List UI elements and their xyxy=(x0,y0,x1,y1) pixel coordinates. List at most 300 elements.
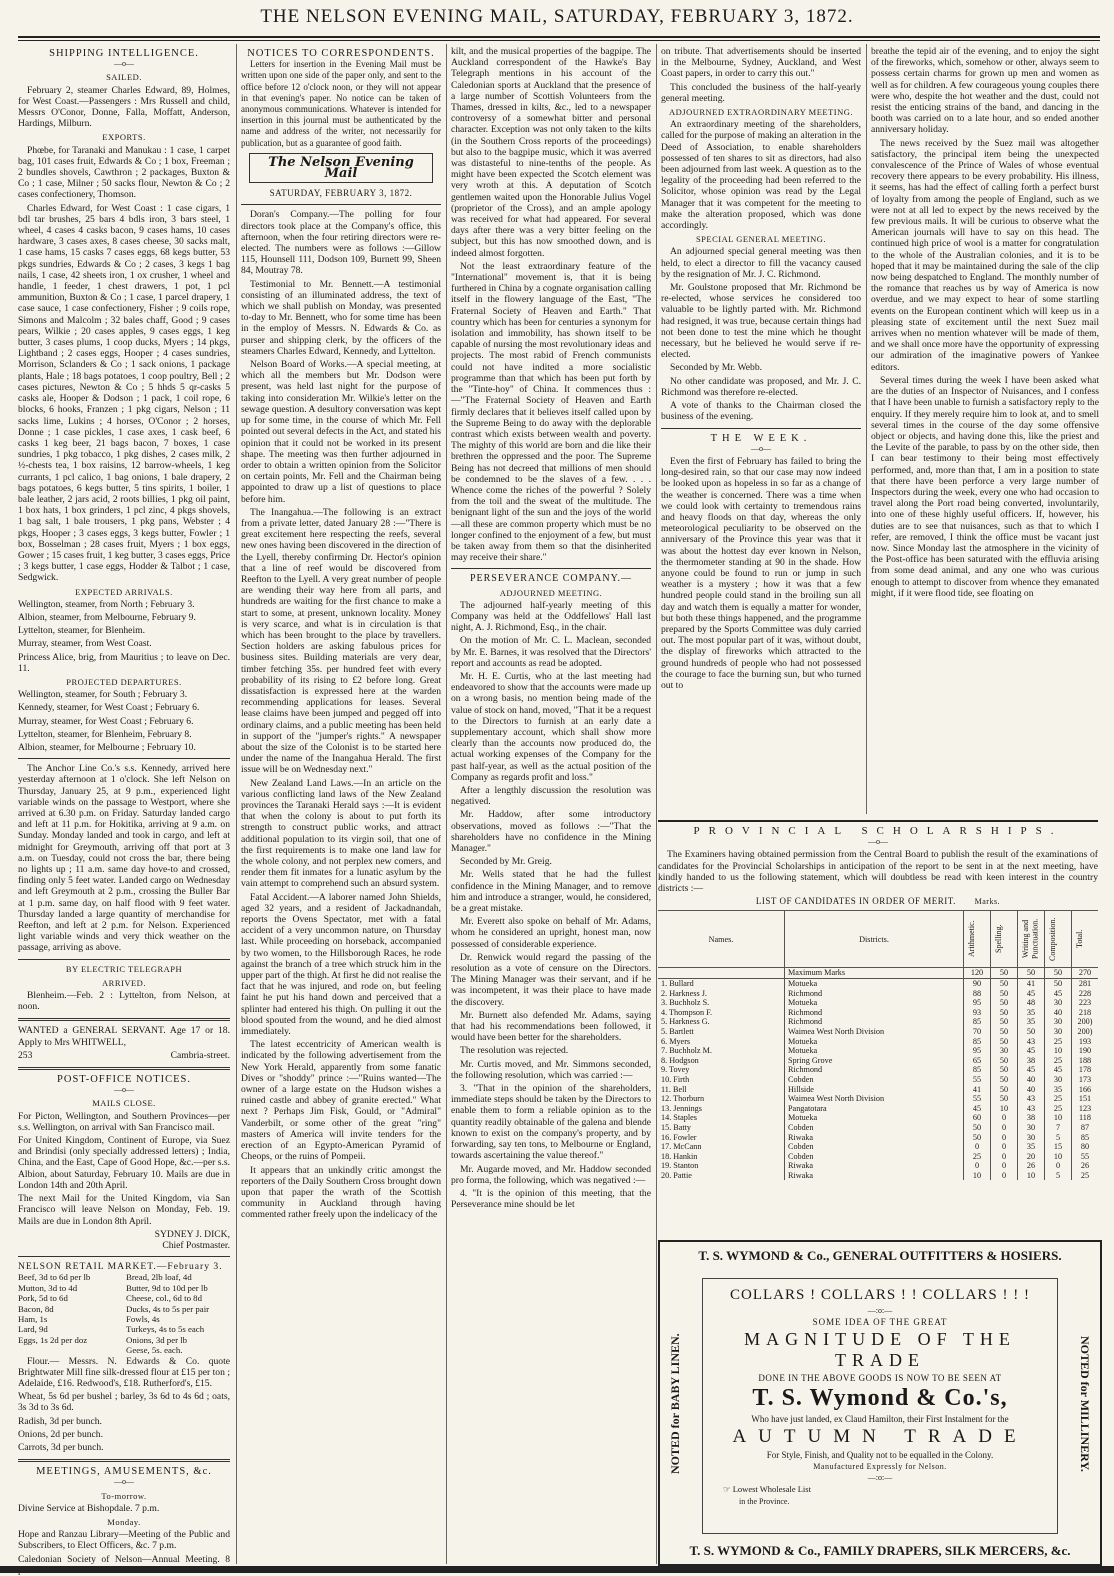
rule xyxy=(451,568,651,569)
total-mark: 178 xyxy=(1078,1065,1092,1075)
writing-mark: 45 xyxy=(1018,1046,1045,1056)
expected-item: Murray, steamer, from West Coast. xyxy=(18,638,152,650)
article: Nelson Board of Works.—A special meeting, at which all the members but Mr. Dodson were present, was held last night for the purpose of taking into consideration Mr. Wilkie's letter on the sewage question. A desultory conversation was kept up for some time, in the course of which Mr. Fell pointed out several defects in the Act, and stated his opinion that it could not be worked in its present shape. The meeting was then further adjourned in order to obtain a written opinion from the Solicitor on certain points, Mr. Fell and the Chairman being appointed to draw up a list of questions to place before him. xyxy=(241,359,441,505)
table-row xyxy=(658,1056,1098,1066)
market-item: Onions, 3d per lb xyxy=(126,1334,188,1345)
wanted-ad-footer xyxy=(18,1050,230,1061)
expected-heading: EXPECTED ARRIVALS. xyxy=(75,586,173,597)
total-mark: 228 xyxy=(1078,988,1092,998)
writing-mark: 43 xyxy=(1018,1094,1045,1104)
anchor-line-text: The Anchor Line Co.'s s.s. Kennedy, arrived here yesterday afternoon at 1 o'clock. She left Nelson on Thursday, January 25, at 9 p.m., experienced light variable winds on the passage to Westport, where she arrived at 6.30 p.m. on Friday. Saturday landed cargo and left at 11 p.m. for Hokitika, arriving at 9 a.m. on Sunday. Monday landed and took in cargo, and left at midnight for Greymouth, arriving off that port at 3 a.m. on Tuesday, could not cross the bar, there being no lights up ; 11 a.m. same day hove-to and crossed, finding only 5 feet water. Landed cargo on Wednesday and left Greymouth at 2 p.m., crossing the Buller Bar at 1 p.m. same day, on half flood with 9 feet water. Thursday landed a large quantity of merchandise for Reefton, and left at 2 p.m. for Nelson. Experienced light variable winds and very thick weather on the passage, arriving as above. xyxy=(18,763,230,954)
mails-heading: MAILS CLOSE. xyxy=(92,1098,156,1109)
spelling-mark: 50 xyxy=(991,1056,1018,1066)
ad-bottom-line: T. S. WYMOND & Co., FAMILY DRAPERS, SILK MERCERS, &c. xyxy=(689,1543,1071,1558)
exports-heading: EXPORTS. xyxy=(102,132,146,143)
rule xyxy=(241,204,441,205)
ad-some-idea: SOME IDEA OF THE GREAT xyxy=(812,1317,948,1327)
article: No other candidate was proposed, and Mr. J. C. Richmond was therefore re-elected. xyxy=(661,375,861,398)
market-grain: Wheat, 5s 6d per bushel ; barley, 3s 6d to 4s 6d ; oats, 3s 3d to 3s 6d. xyxy=(18,1391,230,1414)
max-blank xyxy=(658,968,785,979)
rule xyxy=(18,758,230,759)
composition-mark: 0 xyxy=(1045,1161,1072,1171)
post-office-heading: POST-OFFICE NOTICES. xyxy=(57,1074,191,1086)
arithmetic-mark: 55 xyxy=(964,1094,991,1104)
spelling-mark: 0 xyxy=(991,1123,1018,1133)
arithmetic-mark: 85 xyxy=(964,1017,991,1027)
arithmetic-mark: 60 xyxy=(964,1113,991,1123)
table-row xyxy=(658,1152,1098,1162)
arithmetic-mark: 90 xyxy=(964,979,991,989)
max-label: Maximum Marks xyxy=(785,968,964,979)
arithmetic-mark: 45 xyxy=(964,1104,991,1114)
total-mark: 87 xyxy=(1080,1122,1090,1132)
candidate-district: Pangatotara xyxy=(785,1104,964,1114)
mail-item: For Picton, Wellington, and Southern Provinces—per s.s. Wellington, on arrival with San Francisco mail. xyxy=(18,1110,230,1133)
spelling-mark: 50 xyxy=(991,1065,1018,1075)
composition-mark: 45 xyxy=(1045,989,1072,999)
spelling-mark: 10 xyxy=(991,1104,1018,1114)
ad-autumn: AUTUMN TRADE xyxy=(732,1426,1028,1447)
article: Even the first of February has failed to bring the long-desired rain, so that our case may now indeed be looked upon as hopeless in so far as a change of the weather is concerned. There was a time when we could look with certainty to tremendous rains and heavy floods on that day, whereas the only meteorological peculiarity to be observed on the anniversary of the Province this year was that it was about the hottest day ever known in Nelson, the thermometer standing at 90 in the shade. How anyone could be found to run or jump in such weather is a mystery ; how it was that a few hundred people could stand in the broiling sun all day and watch them is equally a matter for wonder, but both these things happened, and the programme prepared by the Sports Committee was duly carried out. The most popular part of it was, without doubt, the display of fireworks which attracted to the ground hundreds of people who had not possessed the courage to face the burning sun, but who turned out to xyxy=(661,455,861,691)
rule xyxy=(18,1459,230,1462)
total-mark: 55 xyxy=(1080,1151,1090,1161)
perseverance-subheading: ADJOURNED MEETING. xyxy=(499,587,603,598)
candidate-name: 12. Thorburn xyxy=(658,1094,785,1104)
meetings-heading: MEETINGS, AMUSEMENTS, &c. xyxy=(36,1466,212,1478)
divider: —o— xyxy=(868,837,888,847)
market-flour: Flour.— Messrs. N. Edwards & Co. quote Brightwater Mill fine silk-dressed flour at £15 per ton ; Adelaide, £16. Redwood's, £18. Rutherford's, £15. xyxy=(18,1355,230,1389)
column-3 xyxy=(451,46,651,1564)
table-row xyxy=(658,1085,1098,1095)
total-mark: 166 xyxy=(1078,1084,1092,1094)
ad-manufactured: Manufactured Expressly for Nelson. xyxy=(813,1462,947,1471)
composition-mark: 35 xyxy=(1045,1085,1072,1095)
table-header-row xyxy=(658,911,1098,968)
sailed-heading: SAILED. xyxy=(106,72,142,83)
composition-mark: 5 xyxy=(1045,1133,1072,1143)
arithmetic-mark: 50 xyxy=(964,1133,991,1143)
writing-mark: 20 xyxy=(1018,1152,1045,1162)
market-list-right xyxy=(126,1272,230,1355)
article: On the motion of Mr. C. L. Maclean, seconded by Mr. E. Barnes, it was resolved that the Directors' report and accounts as read be adopted. xyxy=(451,635,651,669)
expected-item: Princess Alice, brig, from Mauritius ; to leave on Dec. 11. xyxy=(18,651,230,674)
arithmetic-mark: 55 xyxy=(964,1075,991,1085)
ad-top-line: T. S. WYMOND & Co., GENERAL OUTFITTERS & HOSIERS. xyxy=(698,1248,1062,1263)
candidate-district: Cobden xyxy=(785,1152,964,1162)
candidate-name: 8. Hodgson xyxy=(658,1056,785,1066)
list-heading xyxy=(658,896,1098,907)
writing-mark: 38 xyxy=(1018,1113,1045,1123)
spelling-mark: 0 xyxy=(991,1152,1018,1162)
column-1 xyxy=(18,46,230,1564)
candidate-name: 5. Bartlett xyxy=(658,1027,785,1037)
article: Doran's Company.—The polling for four directors took place at the Company's office, this afternoon, when the four retiring directors were re-elected. The numbers were as follows :—Gillow 115, Hounsell 111, Dodson 109, Burnett 99, Sheen 84, Moutray 78. xyxy=(241,209,441,277)
arithmetic-mark: 70 xyxy=(964,1027,991,1037)
column-5 xyxy=(871,46,1099,810)
spelling-mark: 0 xyxy=(991,1113,1018,1123)
writing-mark: 35 xyxy=(1018,1142,1045,1152)
max-value: 50 xyxy=(1045,968,1072,979)
article: An extraordinary meeting of the shareholders, called for the purpose of making an alteration in the Deed of Association, to enable shareholders possessed of ten shares to sit as directors, had also been adjourned from last week. A question as to the legality of the proceeding had been referred to the Solicitor, whose opinion was read by the Legal Manager that it was competent for the meeting to make the alteration proposed, which was done accordingly. xyxy=(661,119,861,232)
arithmetic-mark: 65 xyxy=(964,1056,991,1066)
spelling-mark: 30 xyxy=(991,1046,1018,1056)
market-heading: NELSON RETAIL MARKET.—February 3. xyxy=(18,1261,223,1273)
article: It appears that an unkindly critic amongst the reporters of the Daily Southern Cross brought down upon that paper the wrath of the Scottish community in Auckland through having commented rather freely upon the indelicacy of the xyxy=(241,1164,441,1221)
candidate-name: 14. Staples xyxy=(658,1113,785,1123)
tomorrow-heading: To-morrow. xyxy=(101,1490,147,1501)
candidate-name: 11. Bell xyxy=(658,1085,785,1095)
max-value: 120 xyxy=(964,968,991,979)
arithmetic-mark: 10 xyxy=(964,1171,991,1181)
composition-mark: 10 xyxy=(1045,1046,1072,1056)
spelling-mark: 50 xyxy=(991,1037,1018,1047)
article: kilt, and the musical properties of the bagpipe. The Auckland correspondent of the Hawke's Bay Telegraph mentions in his account of the Caledonian sports at Auckland that the presence of a large number of Scottish Volunteers from the Thames, dressed in kilts, &c., led to a newspaper controversy of a somewhat bitter and personal character. Exception was not only taken to the kilts (in the Southern Cross reports of the proceedings) but also to the bagpipe music, which it was averred was distasteful to nine-tenths of the people. As might have been expected the Scotch element was very wroth at this. A deputation of Scotch gentlemen waited upon the Honorable Julius Vogel (proprietor of the Cross), and an ample apology was received for what had appeared. For several days after there was a very bitter feeling on the subject, but this has now smoothed down, and is indeed almost forgotten. xyxy=(451,46,651,259)
article: New Zealand Land Laws.—In an article on the various conflicting land laws of the New Zealand provinces the Taranaki Herald says :—It is evident that when the colony is about to put forth its strength to construct public works, and attract additional population to its virgin soil, that one of the first requirements is to make one land law for the whole colony, and not perplex new comers, and render them fit inmates for a lunatic asylum by the vain attempt to comprehend such an absurd system. xyxy=(241,777,441,890)
scholarship-table xyxy=(658,910,1098,1180)
composition-header: Composition. xyxy=(1045,911,1072,968)
candidate-district: Richmond xyxy=(785,1008,964,1018)
article: The adjourned half-yearly meeting of this Company was held at the Oddfellows' Hall last night, A. J. Richmond, Esq., in the chair. xyxy=(451,599,651,634)
market-radish: Radish, 3d per bunch. xyxy=(18,1415,102,1427)
table-row xyxy=(658,1027,1098,1037)
writing-mark: 48 xyxy=(1018,998,1045,1008)
max-value: 270 xyxy=(1078,968,1092,978)
candidate-name: 15. Batty xyxy=(658,1123,785,1133)
expected-item: Lyttelton, steamer, for Blenheim. xyxy=(18,625,145,637)
column-rule xyxy=(866,44,867,814)
ad-province: in the Province. xyxy=(739,1497,790,1506)
projected-item: Wellington, steamer, for South ; February 3. xyxy=(18,689,188,701)
bottom-border xyxy=(0,1566,1114,1573)
writing-mark: 45 xyxy=(1018,989,1045,999)
article: Mr. Curtis moved, and Mr. Simmons seconded, the following resolution, which was carried :— xyxy=(451,1058,651,1081)
composition-mark: 5 xyxy=(1045,1171,1072,1181)
market-item: Ducks, 4s to 5s per pair xyxy=(126,1303,210,1314)
spelling-mark: 50 xyxy=(991,1017,1018,1027)
exports-text: Charles Edward, for West Coast : 1 case cigars, 1 bdl tar brushes, 25 bars 4 bdls iron, 3 bars steel, 1 wheel, 4 cases 4 casks bacon, 9 cases hams, 10 cases hardware, 3 cases axes, 8 cases cheese, 30 sacks malt, 1 case hams, 15 casks 7 cases eggs, 68 kegs butter, 53 pkgs sundries, Edwards & Co ; 2 cases, 3 kegs 1 bag nails, 1 case, 42 sheets iron, 1 ox crusher, 1 wheel and handle, 1 feeder, 1 chest drawers, 1 pot, 1 pcl ammunition, Buxton & Co ; 1 case, 1 parcel drapery, 1 case sauce, 1 case confectionery, Fisher ; 9 coils rope, Simons and Malcolm ; 32 bales chaff, Good ; 9 cases pears, Wilkie ; 20 cases apples, 9 cases eggs, 1 keg butter, 3 cases plums, 1 coop ducks, Myers ; 14 pkgs, Lightband ; 2 cases eggs, Hooper ; 4 cases sundries, Morrison, Sclanders & Co ; 1 sack onions, 1 package plants, Hale ; 18 bags potatoes, 1 coop poultry, Bell ; 2 cases pictures, Newton & Co ; 5 hhds 5 qr-casks 5 casks ale, Hooper & Dodson ; 1 pack, 1 coil rope, 6 blocks, 6 hooks, Franzen ; 1 pkg cigars, Nelson ; 11 sacks lime, Lukins ; 4 horses, O'Conor ; 2 horses, Donne ; 1 case pickles, 1 case axes, 1 cask beef, 6 casks 1 keg beer, 21 bags bacon, 7 boxes, 1 case sundries, 1 pkg tobacco, 1 pkg dishes, 2 cases milk, 2 ½-chests tea, 1 box raisins, 12 barrow-wheels, 1 keg currants, 1 pcl calico, 1 bag onions, 1 bale drapery, 2 bags potatoes, 6 kegs butter, 5 tins spirits, 1 boiler, 1 bale leather, 2 jars acid, 2 roots billies, 1 pkg oil paint, 1 box hats, 1 box grinders, 1 pcl zinc, 4 pkgs shovels, 1 bag salt, 1 bale trousers, 1 pkg pans, Webster ; 4 pkgs, Hooper ; 3 cases eggs, 3 kegs butter, Fowler ; 1 box, Bosselman ; 28 cases fruit, Myers ; 1 box eggs, Gower ; 15 cases fruit, 1 keg butter, 3 cases eggs, Price ; 3 kegs butter, 1 case eggs, Hodder & Talbot ; 1 case, Sedgwick. xyxy=(18,202,230,584)
article: An adjourned special general meeting was then held, to elect a director to fill the vacancy caused by the resignation of Mr. J. C. Richmond. xyxy=(661,246,861,280)
arithmetic-mark: 25 xyxy=(964,1152,991,1162)
ad-landed: Who have just landed, ex Claud Hamilton, their First Instalment for the xyxy=(751,1414,1009,1424)
arithmetic-mark: 50 xyxy=(964,1123,991,1133)
ad-style: For Style, Finish, and Quality not to be equalled in the Colony. xyxy=(766,1450,994,1460)
table-row xyxy=(658,1037,1098,1047)
scholarships-title: PROVINCIAL SCHOLARSHIPS. xyxy=(693,825,1063,837)
candidate-district: Richmond xyxy=(785,989,964,999)
candidate-name: 1. Bullard xyxy=(658,979,785,989)
meeting-item: Hope and Ranzau Library—Meeting of the Public and Subscribers, to Elect Officers, &c. 7 p.m. xyxy=(18,1529,230,1552)
ad-divider: —:o:— xyxy=(867,1306,893,1315)
postmaster-title: Chief Postmaster. xyxy=(162,1239,230,1251)
market-item: Butter, 9d to 10d per lb xyxy=(126,1282,208,1293)
ad-inner-box xyxy=(702,1278,1058,1534)
candidate-district: Motueka xyxy=(785,998,964,1008)
names-header: Names. xyxy=(658,911,785,968)
table-row xyxy=(658,1142,1098,1152)
candidate-name: 10. Firth xyxy=(658,1075,785,1085)
table-row xyxy=(658,1065,1098,1075)
total-mark: 188 xyxy=(1078,1055,1092,1065)
market-item: Cheese, col., 6d to 8d xyxy=(126,1293,202,1304)
sailed-text: February 2, steamer Charles Edward, 89, Holmes, for West Coast.—Passengers : Mrs Russell and child, Messrs O'Conor, Donne, Falla, Moffatt, Anderson, Hardings, Milburn. xyxy=(18,84,230,130)
writing-header: Writing and Punctuation. xyxy=(1018,911,1045,968)
market-item: Bacon, 8d xyxy=(18,1303,54,1314)
candidate-district: Cobden xyxy=(785,1142,964,1152)
mail-item: The next Mail for the United Kingdom, via San Francisco will leave Nelson on Monday, Feb. 19. Mails are due in London 8th April. xyxy=(18,1193,230,1227)
article: The Inangahua.—The following is an extract from a private letter, dated January 28 :—"There is great excitement here respecting the reefs, several new ones having been discovered in the direction of the Lyell, thereby confirming Dr. Hector's opinion that a line of reef would be discovered from Reefton to the Lyell. A very great number of people are wending their way here from all parts, and hundreds are waiting for the first chance to make a start to some, at present, unknown locality. Money is very scarce, and what is in circulation is that which has been brought to the place by travellers. Section holders are asking fabulous prices for business sites. Building materials are very dear, timber fetching 35s. per hundred feet with every probability of its rising to £2 before long. Great dissatisfaction is expressed here at the warden recommending applications for leases. Several lease claims have been jumped and pegged off into ordinary claims, and a public meeting has been held in support of the "jumper's rights." A newspaper about the size of the Colonist is to be started here under the name of the Inangahua Herald. The first issue will be on Wednesday next." xyxy=(241,506,441,776)
ad-magnitude: MAGNITUDE OF THE TRADE xyxy=(744,1329,1016,1370)
candidate-district: Riwaka xyxy=(785,1133,964,1143)
projected-item: Lyttelton, steamer, for Blenheim, February 8. xyxy=(18,728,192,740)
spelling-mark: 50 xyxy=(991,1075,1018,1085)
article: Mr. Augarde moved, and Mr. Haddow seconded pro forma, the following, which was negatived :— xyxy=(451,1163,651,1186)
table-row xyxy=(658,1046,1098,1056)
composition-mark: 45 xyxy=(1045,1065,1072,1075)
total-mark: 118 xyxy=(1079,1113,1091,1123)
rule xyxy=(18,959,230,960)
article: Mr. Everett also spoke on behalf of Mr. Adams, whom he considered an upright, honest man, now possessed of considerable experience. xyxy=(451,916,651,950)
composition-mark: 25 xyxy=(1045,1037,1072,1047)
ad-side-right: NOTED for MILLINERY. xyxy=(1078,1336,1092,1472)
candidate-district: Riwaka xyxy=(785,1161,964,1171)
article: Several times during the week I have been asked what are the duties of an Inspector of Nuisances, and I confess that I have been unable to furnish a satisfactory reply to the enquiry. If they merely require him to look at, and to smell several times in the course of the day some offensive object or objects, and having done this, like the priest and the Levite of the parable, to pass by on the other side, then I can bear testimony to their being most effectively performed, and, more than that, I am in a position to state that there have been perforce a very large number of Inspectors during the week, every one who had occasion to travel along the Port road being converted, involuntarily, into one of these highly useful officers. If, however, his duties are to see that nuisances, such as that to which I refer, are removed, I think the office must be vacant just now. Since Monday last the atmosphere in the vicinity of the Post-office has been saturated with the effluvia arising from some dead animal, and any one who was curious enough to attempt to discover from whence they emanated might, if it were flood tide, see floating on xyxy=(871,374,1099,599)
divider: —o— xyxy=(751,443,771,453)
total-mark: 25 xyxy=(1080,1170,1090,1180)
arithmetic-mark: 0 xyxy=(964,1161,991,1171)
writing-mark: 40 xyxy=(1018,1075,1045,1085)
table-row xyxy=(658,1094,1098,1104)
table-row xyxy=(658,998,1098,1008)
candidate-name: 17. McCann xyxy=(658,1142,785,1152)
arithmetic-mark: 88 xyxy=(964,989,991,999)
spelling-mark: 50 xyxy=(991,1085,1018,1095)
rule xyxy=(18,1256,230,1257)
writing-mark: 38 xyxy=(1018,1056,1045,1066)
market-onions: Onions, 2d per bunch. xyxy=(18,1428,103,1440)
postmaster-name: SYDNEY J. DICK, xyxy=(154,1228,230,1240)
article: The news received by the Suez mail was altogether satisfactory, the principal item being the unexpected convalescence of the Prince of Wales of whose eventual recovery there appears to be every probability. His illness, it seems, has had the effect of calling forth a perfect burst of loyalty from among the people of England, such as we were not at all led to expect by the news received by the few previous mails. It will be curious to observe what the American journals will have to say on this head. The continued high price of wool is a matter for congratulation to the whole of the Australian colonies, and it is to be hoped that it may be maintained during the sale of the clip now being despatched to England. The monthly number of the romance that reaches us by way of America is now overdue, and we may expect to hear of some startling events on the European continent which will keep us in a pleasing state of excitement until the next Suez mail arrives when no mention whatever will be made of them, and we shall once more have the opportunity of expressing our admiration of the imaginative powers of Yankee editors. xyxy=(871,137,1099,373)
spelling-mark: 50 xyxy=(991,979,1018,989)
article: Mr. H. E. Curtis, who at the last meeting had endeavored to show that the accounts were made up on a wrong basis, no mention being made of the value of stock on hand, moved, "That it be a request to the Directors to furnish at an early date a supplementary account, which shall show more clearly than the accounts now produced do, the actual working expenses of the Company for the past half-year, as well as the actual position of the Company as regards profit and loss." xyxy=(451,670,651,783)
arrived-heading: ARRIVED. xyxy=(102,977,146,988)
writing-mark: 30 xyxy=(1018,1123,1045,1133)
market-list-left xyxy=(18,1272,122,1355)
wanted-address: Cambria-street. xyxy=(170,1049,230,1061)
week-heading: THE WEEK. xyxy=(710,432,812,444)
divider: —o— xyxy=(114,1477,134,1487)
article: Mr. Goulstone proposed that Mr. Richmond be re-elected, whose services he considered too valuable to be lightly parted with. Mr. Richmond had resigned, it was true, because certain things had not been done to test the mine which he thought necessary, but he believed he would serve if re-elected. xyxy=(661,282,861,361)
candidate-district: Hillside xyxy=(785,1085,964,1095)
wanted-ad: WANTED a GENERAL SERVANT. Age 17 or 18. Apply to Mrs WHITWELL, xyxy=(18,1025,230,1048)
special-heading: SPECIAL GENERAL MEETING. xyxy=(695,234,827,245)
article: The latest eccentricity of American wealth is indicated by the following advertisement from the New York Herald, apparently from some fanatic Dives or "shoddy" prince :—"Ruins wanted—The owner of a large estate on the Hudson wishes a ruined castle and abbey of granite erected." What next ? Perhaps Jim Fisk, Gould, or "Admiral" Vanderbilt, or some other of the great "ring" masters of America will invite tenders for the erection of an Egypto-American Pyramid of Cheops, or the ruins of Pompeii. xyxy=(241,1039,441,1163)
candidate-district: Motueka xyxy=(785,979,964,989)
total-mark: 173 xyxy=(1078,1074,1092,1084)
column-rule xyxy=(236,44,237,1564)
column-2 xyxy=(241,46,441,1564)
market-item: Pork, 5d to 6d xyxy=(18,1293,68,1304)
meeting-item: Caledonian Society of Nelson—Annual Meeting. 8 xyxy=(18,1553,230,1565)
list-heading-text: LIST OF CANDIDATES IN ORDER OF MERIT. xyxy=(755,896,956,907)
market-item: Ham, 1s xyxy=(18,1313,48,1324)
scholarships-section xyxy=(658,820,1098,1180)
candidate-district: Motueka xyxy=(785,1037,964,1047)
article: Mr. Burnett also defended Mr. Adams, saying that had his recommendations been followed, it would have been better for the shareholders. xyxy=(451,1009,651,1044)
article: After a lengthly discussion the resolution was negatived. xyxy=(451,785,651,808)
table-row xyxy=(658,1104,1098,1114)
ad-name: T. S. Wymond & Co.'s, xyxy=(752,1385,1008,1411)
writing-mark: 35 xyxy=(1018,1008,1045,1018)
spelling-mark: 50 xyxy=(991,1008,1018,1018)
table-row xyxy=(658,989,1098,999)
candidate-district: Motueka xyxy=(785,1046,964,1056)
paper-title: The Nelson Evening Mail xyxy=(249,153,433,183)
total-mark: 281 xyxy=(1078,979,1092,989)
column-rule xyxy=(446,44,447,1564)
candidate-district: Waimea West North Division xyxy=(785,1027,964,1037)
market-item: Beef, 3d to 6d per lb xyxy=(18,1272,91,1283)
composition-mark: 10 xyxy=(1045,1152,1072,1162)
ad-side-left: NOTED for BABY LINEN. xyxy=(668,1333,682,1475)
article: This concluded the business of the half-yearly general meeting. xyxy=(661,81,861,104)
table-row xyxy=(658,1161,1098,1171)
market-item: Fowls, 4s xyxy=(126,1313,160,1324)
ad-done: DONE IN THE ABOVE GOODS IS NOW TO BE SEEN AT xyxy=(758,1373,1002,1383)
spelling-mark: 50 xyxy=(991,989,1018,999)
candidate-district: Spring Grove xyxy=(785,1056,964,1066)
article: A vote of thanks to the Chairman closed the business of the evening. xyxy=(661,400,861,423)
ad-divider: —:o:— xyxy=(867,1473,893,1482)
composition-mark: 15 xyxy=(1045,1142,1072,1152)
composition-mark: 50 xyxy=(1045,979,1072,989)
candidate-name: 3. Buchholz S. xyxy=(658,998,785,1008)
article: Seconded by Mr. Greig. xyxy=(460,856,552,868)
spelling-mark: 0 xyxy=(991,1133,1018,1143)
writing-mark: 43 xyxy=(1018,1104,1045,1114)
writing-mark: 35 xyxy=(1018,1017,1045,1027)
candidate-name: 13. Jennings xyxy=(658,1104,785,1114)
candidate-name: 7. Buchholz M. xyxy=(658,1046,785,1056)
max-marks-row xyxy=(658,968,1098,979)
rule xyxy=(661,428,861,429)
table-row xyxy=(658,1123,1098,1133)
candidate-name: 16. Fowler xyxy=(658,1133,785,1143)
writing-mark: 41 xyxy=(1018,979,1045,989)
candidate-district: Motueka xyxy=(785,1113,964,1123)
candidate-district: Riwaka xyxy=(785,1171,964,1181)
composition-mark: 10 xyxy=(1045,1113,1072,1123)
arithmetic-header: Arithmetic. xyxy=(964,911,991,968)
rule xyxy=(18,1018,230,1021)
total-mark: 200) xyxy=(1077,1026,1093,1036)
shipping-heading: SHIPPING INTELLIGENCE. xyxy=(49,48,199,59)
arithmetic-mark: 85 xyxy=(964,1065,991,1075)
article: 4. "It is the opinion of this meeting, that the Perseverance mine should be let xyxy=(451,1187,651,1211)
total-mark: 151 xyxy=(1078,1094,1092,1104)
masthead: THE NELSON EVENING MAIL, SATURDAY, FEBRUARY 3, 1872. xyxy=(260,6,854,27)
projected-heading: PROJECTED DEPARTURES. xyxy=(66,676,182,687)
notices-heading: NOTICES TO CORRESPONDENTS. xyxy=(247,48,435,59)
table-row xyxy=(658,979,1098,989)
max-value: 50 xyxy=(991,968,1018,979)
arithmetic-mark: 93 xyxy=(964,1008,991,1018)
total-mark: 85 xyxy=(1080,1132,1090,1142)
spelling-mark: 50 xyxy=(991,998,1018,1008)
candidate-name: 5. Harkness G. xyxy=(658,1017,785,1027)
expected-item: Albion, steamer, from Melbourne, February 9. xyxy=(18,611,196,623)
spelling-header: Spelling. xyxy=(991,911,1018,968)
total-mark: 223 xyxy=(1078,998,1092,1008)
article: 3. "That in the opinion of the shareholders, immediate steps should be taken by the Directors to enable them to form a reliable opinion as to the quantity readily obtainable of the galena and blende known to exist on the company's property, and by forwarding, say ten tons, to Melbourne or England, towards ascertaining the value thereof." xyxy=(451,1083,651,1162)
spelling-mark: 50 xyxy=(991,1094,1018,1104)
article: Fatal Accident.—A laborer named John Shields, aged 32 years, and a resident of Jackadnandah, reports the Ovens Spectator, met with a fatal accident of a very uncommon nature, on Thursday last. While proceeding on horseback, accompanied by two women, to the Hillsborough Races, he rode against the branch of a tree which struck him in the upper part of the thigh. At first he did not realise the fact that he was injured, and rode on, but feeling faint he put his hand down and perceived that a splinter had entered his thigh. On pulling it out the blood spouted from the wound, and he died almost immediately. xyxy=(241,891,441,1038)
divider: —o— xyxy=(114,1085,134,1095)
column-rule xyxy=(656,44,657,1564)
notices-text: Letters for insertion in the Evening Mail must be written upon one side of the paper only, and sent to the office before 12 o'clock noon, or they will not appear in that evening's paper. No notice can be taken of anonymous communications. Whatever is intended for insertion in this journal must be authenticated by the name and address of the writer, not necessarily for publication, but as a guarantee of good faith. xyxy=(241,59,441,148)
candidate-district: Waimea West North Division xyxy=(785,1094,964,1104)
market-carrots: Carrots, 3d per bunch. xyxy=(18,1441,104,1453)
districts-header: Districts. xyxy=(785,911,964,968)
writing-mark: 40 xyxy=(1018,1085,1045,1095)
rule xyxy=(658,820,1098,822)
composition-mark: 30 xyxy=(1045,1075,1072,1085)
arithmetic-mark: 95 xyxy=(964,1046,991,1056)
article: The resolution was rejected. xyxy=(460,1045,569,1057)
table-row xyxy=(658,1017,1098,1027)
spelling-mark: 0 xyxy=(991,1161,1018,1171)
arithmetic-mark: 0 xyxy=(964,1142,991,1152)
spelling-mark: 0 xyxy=(991,1171,1018,1181)
ad-collars: COLLARS ! COLLARS ! ! COLLARS ! ! ! xyxy=(730,1287,1030,1303)
total-mark: 193 xyxy=(1078,1036,1092,1046)
writing-mark: 43 xyxy=(1018,1037,1045,1047)
arithmetic-mark: 85 xyxy=(964,1037,991,1047)
max-value: 50 xyxy=(1018,968,1045,979)
article: Testimonial to Mr. Bennett.—A testimonial consisting of an illuminated address, the text of which we shall publish on Monday, was presented to-day to Mr. Bennett, who for some time has been in the employ of Messrs. N. Edwards & Co. as purser and shipping clerk, by the officers of the steamers Charles Edward, Kennedy, and Lyttelton. xyxy=(241,278,441,357)
composition-mark: 30 xyxy=(1045,1027,1072,1037)
table-row xyxy=(658,1171,1098,1181)
candidate-name: 2. Harkness J. xyxy=(658,989,785,999)
writing-mark: 10 xyxy=(1018,1171,1045,1181)
masthead-rule xyxy=(18,36,1100,41)
writing-mark: 26 xyxy=(1018,1161,1045,1171)
arithmetic-mark: 41 xyxy=(964,1085,991,1095)
market-item: Lard, 9d xyxy=(18,1324,48,1335)
composition-mark: 25 xyxy=(1045,1094,1072,1104)
candidate-district: Richmond xyxy=(785,1017,964,1027)
market-prices xyxy=(18,1272,230,1355)
total-mark: 123 xyxy=(1078,1103,1092,1113)
arrived-text: Blenheim.—Feb. 2 : Lyttelton, from Nelson, at noon. xyxy=(18,990,230,1013)
extraordinary-heading: ADJOURNED EXTRAORDINARY MEETING. xyxy=(668,107,854,118)
candidate-name: 20. Pattie xyxy=(658,1171,785,1181)
total-mark: 26 xyxy=(1080,1161,1090,1171)
composition-mark: 7 xyxy=(1045,1123,1072,1133)
exports-text: Phœbe, for Taranaki and Manukau : 1 case, 1 carpet bag, 101 cases fruit, Edwards & Co ; 1 box, Freeman ; 2 bundles shovels, Cawthron ; 2 packages, Buxton & Co ; 1 case, Milner ; 50 sacks flour, Newton & Co ; 2 cases confectionery, Thomson. xyxy=(18,144,230,201)
spelling-mark: 0 xyxy=(991,1142,1018,1152)
monday-heading: Monday. xyxy=(107,1517,141,1527)
article: Mr. Wells stated that he had the fullest confidence in the Mining Manager, and to remove him and introduce a stranger, would, he considered, be a great mistake. xyxy=(451,869,651,915)
column-4 xyxy=(661,46,861,810)
composition-mark: 25 xyxy=(1045,1104,1072,1114)
rule xyxy=(18,1067,230,1070)
article: Mr. Haddow, after some introductory observations, moved as follows :—"That the shareholders have no confidence in the Mining Manager." xyxy=(451,809,651,855)
telegraph-heading: BY ELECTRIC TELEGRAPH xyxy=(65,963,183,974)
article: on tribute. That advertisements should be inserted in the Melbourne, Sydney, Auckland, and West Coast papers, in order to carry this out." xyxy=(661,46,861,80)
meeting-item: Divine Service at Bishopdale. 7 p.m. xyxy=(18,1502,160,1514)
market-item: Geese, 5s. each. xyxy=(126,1345,183,1356)
arithmetic-mark: 95 xyxy=(964,998,991,1008)
